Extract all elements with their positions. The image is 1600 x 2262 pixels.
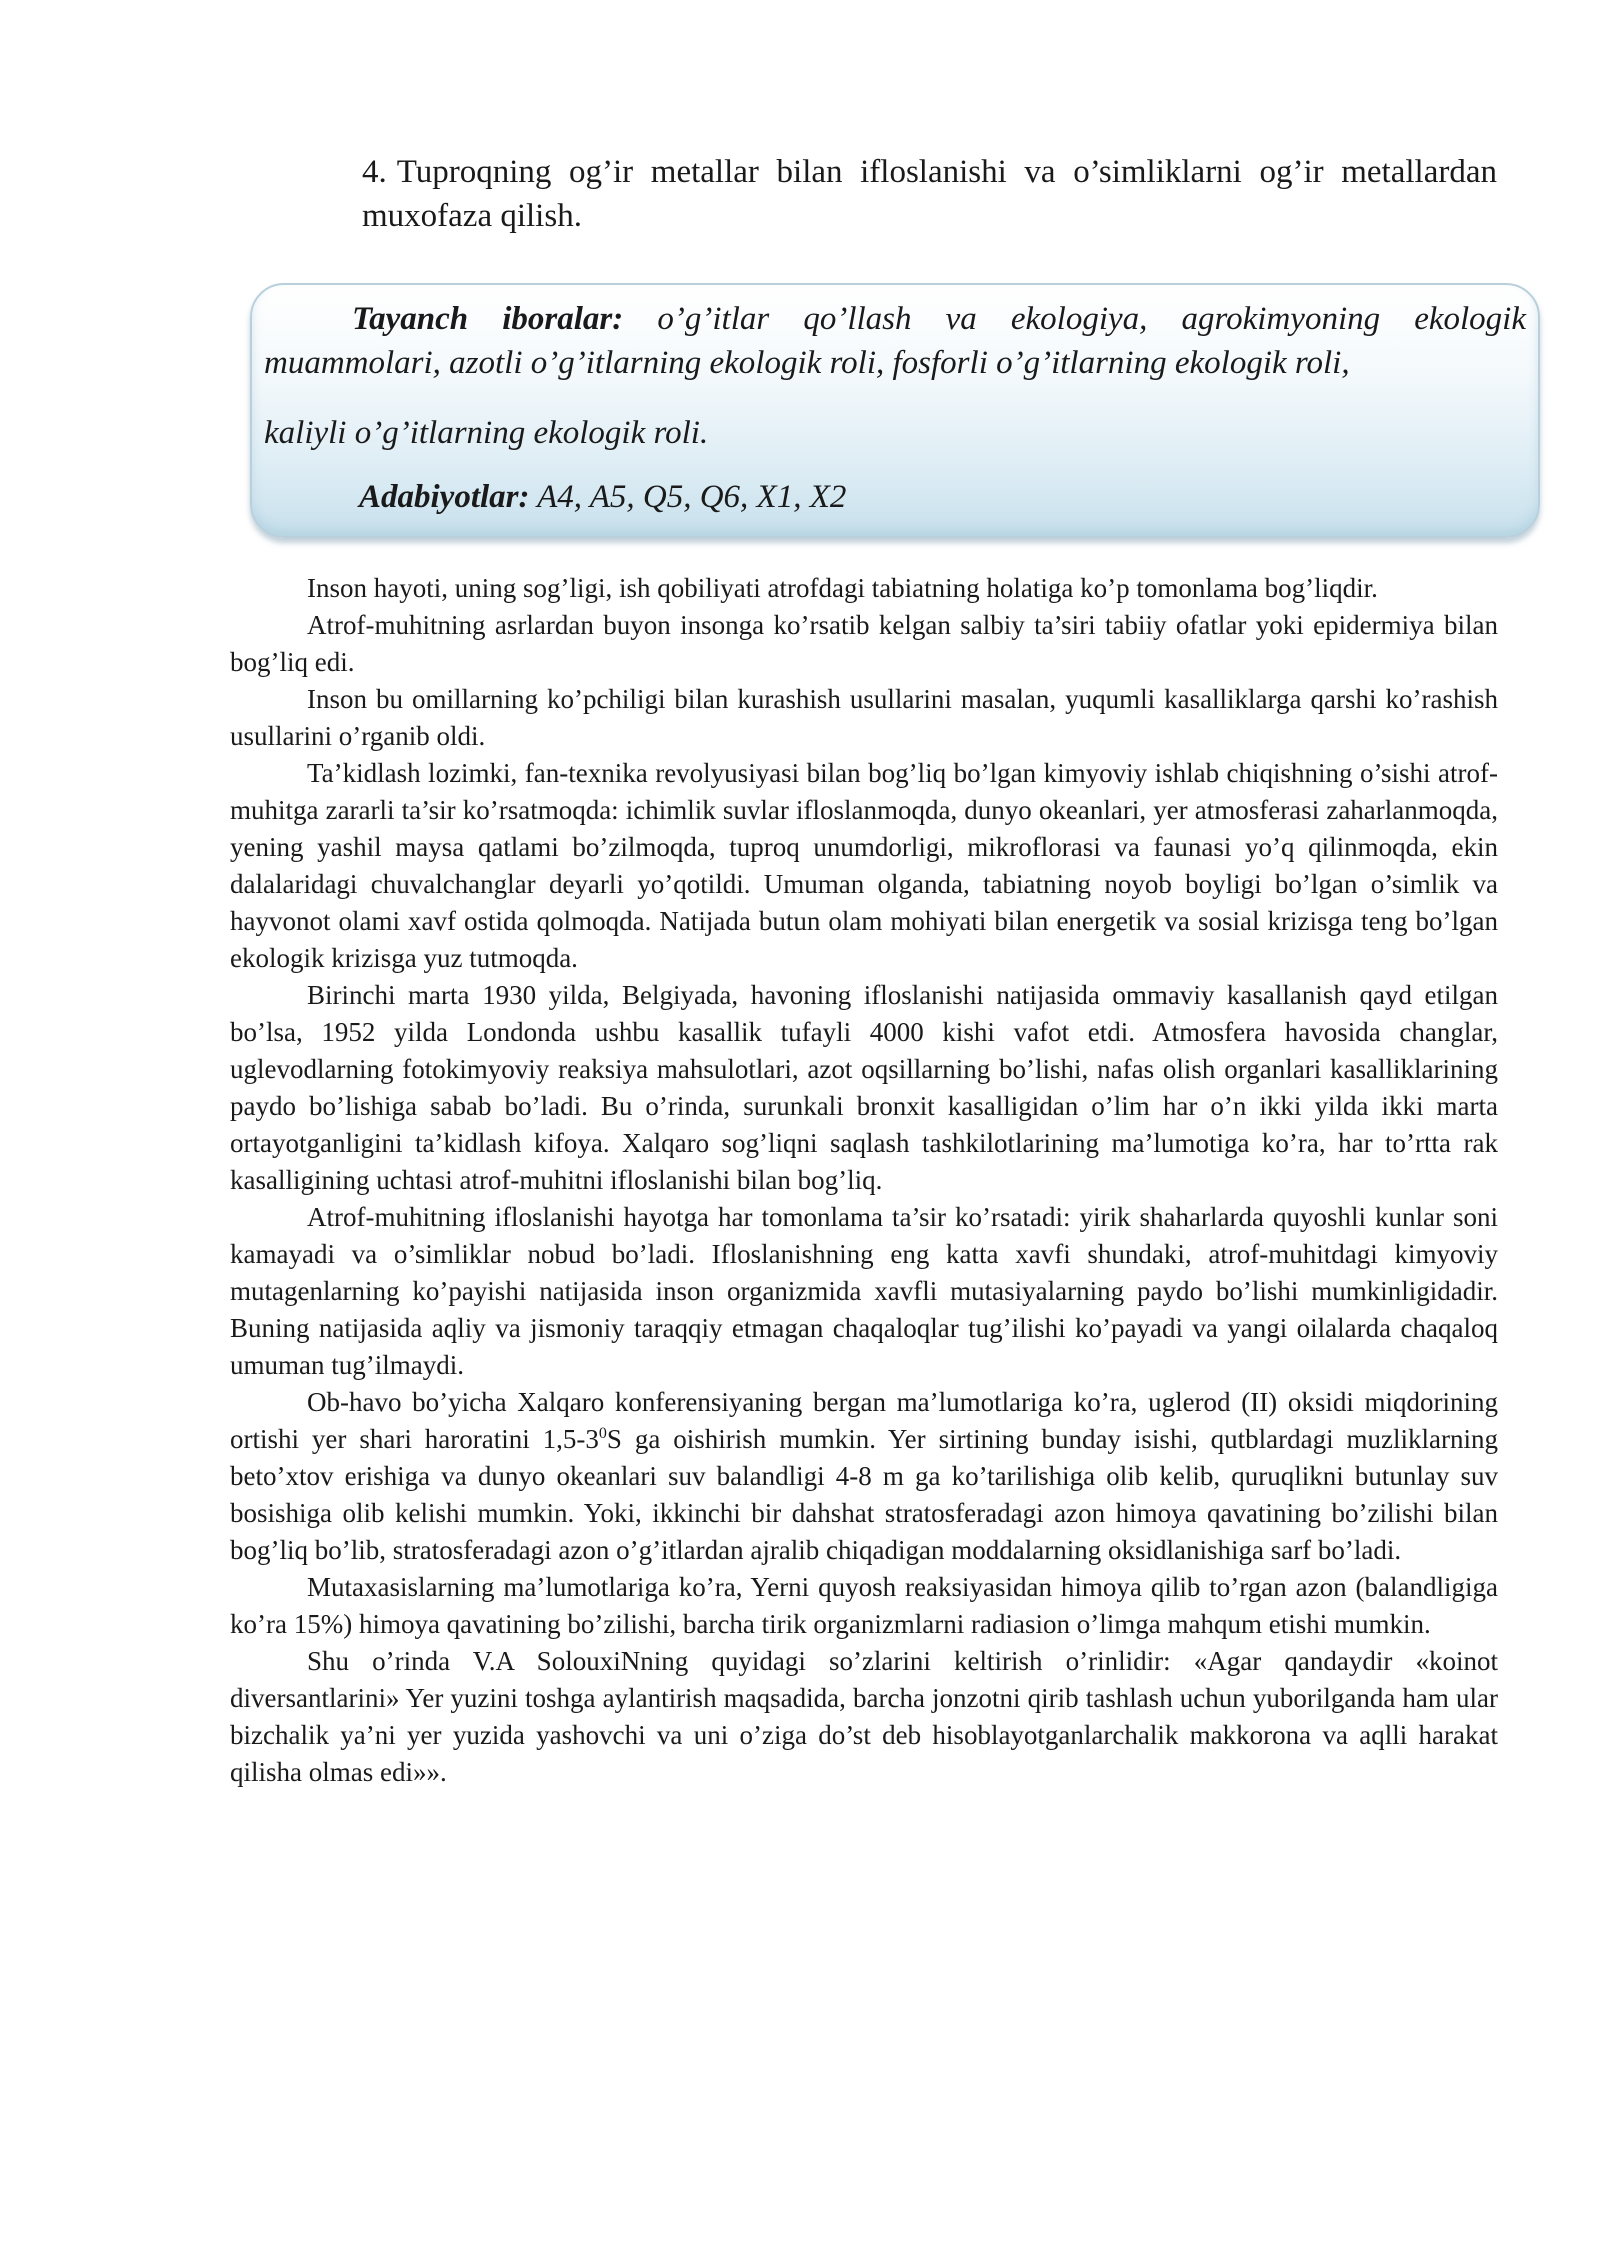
body-text: [230, 570, 1498, 1791]
heading-number: 4.: [362, 154, 387, 190]
key-terms-box: [250, 283, 1540, 538]
paragraph-4: Ta’kidlash lozimki, fan-texnika revolyusiyasi bilan bog’liq bo’lgan kimyoviy ishlab chiqishning o’sishi atrof-muhitga zararli ta’sir ko’rsatmoqda: ichimlik suvlar ifloslanmoqda, dunyo okeanlari, yer atmosferasi zaharlanmoqda, yening yashil maysa qatlami bo’zilmoqda, tuproq unumdorligi, mikroflorasi va faunasi yo’q qilinmoqda, ekin dalalaridagi chuvalchanglar deyarli yo’qotildi. Umuman olganda, tabiatning noyob boyligi bo’lgan o’simlik va hayvonot olami xavf ostida qolmoqda. Natijada butun olam mohiyati bilan energetik va sosial krizisga teng bo’lgan ekologik krizisga yuz tutmoqda.: [230, 758, 1498, 973]
heading-text: Tuproqning og’ir metallar bilan ifloslanishi va o’simliklarni og’ir metallardan muxofaza qilish.: [362, 154, 1497, 234]
key-terms-text-end: kaliyli o’g’itlarning ekologik roli.: [264, 415, 709, 451]
paragraph-6: Atrof-muhitning ifloslanishi hayotga har tomonlama ta’sir ko’rsatadi: yirik shaharlarda quyoshli kunlar soni kamayadi va o’simliklar nobud bo’ladi. Ifloslanishning eng katta xavfi shundaki, atrof-muhitdagi kimyoviy mutagenlarning ko’payishi natijasida inson organizmida xavfli mutasiyalarning paydo bo’lishi mumkinligidadir. Buning natijasida aqliy va jismoniy taraqqiy etmagan chaqaloqlar tug’ilishi ko’payadi va yangi oilalarda chaqaloq umuman tug’ilmaydi.: [230, 1202, 1498, 1380]
paragraph-2: Atrof-muhitning asrlardan buyon insonga ko’rsatib kelgan salbiy ta’siri tabiiy ofatlar yoki epidermiya bilan bog’liq edi.: [230, 610, 1498, 677]
literature-list: A4, A5, Q5, Q6, X1, X2: [529, 479, 847, 515]
section-heading: [362, 150, 1497, 238]
paragraph-1: Inson hayoti, uning sog’ligi, ish qobiliyati atrofdagi tabiatning holatiga ko’p tomonlama bog’liqdir.: [307, 573, 1378, 603]
paragraph-7-start: Ob-havo bo’yicha Xalqaro konferensiyaning bergan ma’lumotlariga ko’ra, uglerod (II) oksidi miqdorining ortishi yer shari haroratini 1,5-3: [230, 1387, 1498, 1454]
paragraph-7-end: S ga oishirish mumkin. Yer sirtining bunday isishi, qutblardagi muzliklarning beto’xtov erishiga va dunyo okeanlari suv balandligi 4-8 m ga ko’tarilishiga olib kelib, quruqlikni butunlay suv bosishiga olib kelishi mumkin. Yoki, ikkinchi bir dahshat stratosferadagi azon himoya qavatining bo’zilishi bilan bog’liq bo’lib, stratosferadagi azon o’g’itlardan ajralib chiqadigan moddalarning oksidlanishiga sarf bo’ladi.: [230, 1424, 1498, 1565]
key-terms-label: Tayanch iboralar:: [352, 301, 624, 337]
key-terms-paragraph: [264, 297, 1526, 455]
literature-label: Adabiyotlar:: [359, 479, 530, 515]
paragraph-7: [230, 1384, 1498, 1569]
literature-line: [359, 475, 846, 519]
paragraph-8: Mutaxasislarning ma’lumotlariga ko’ra, Yerni quyosh reaksiyasidan himoya qilib to’rgan azon (balandligiga ko’ra 15%) himoya qavatining bo’zilishi, barcha tirik organizmlarni radiasion o’limga mahqum etishi mumkin.: [230, 1572, 1498, 1639]
degree-superscript: 0: [598, 1425, 607, 1442]
paragraph-3: Inson bu omillarning ko’pchiligi bilan kurashish usullarini masalan, yuqumli kasalliklarga qarshi ko’rashish usullarini o’rganib oldi.: [230, 684, 1498, 751]
paragraph-5: Birinchi marta 1930 yilda, Belgiyada, havoning ifloslanishi natijasida ommaviy kasallanish qayd etilgan bo’lsa, 1952 yilda Londonda ushbu kasallik tufayli 4000 kishi vafot etdi. Atmosfera havosida changlar, uglevodlarning fotokimyoviy reaksiya mahsulotlari, azot oqsillarning bo’lishi, nafas olish organlari kasalliklarining paydo bo’lishiga sabab bo’ladi. Bu o’rinda, surunkali bronxit kasalligidan o’lim har o’n ikki yilda ikki marta ortayotganligini ta’kidlash kifoya. Xalqaro sog’liqni saqlash tashkilotlarining ma’lumotiga ko’ra, har to’rtta rak kasalligining uchtasi atrof-muhitni ifloslanishi bilan bog’liq.: [230, 980, 1498, 1195]
paragraph-9: Shu o’rinda V.A SolouxiNning quyidagi so’zlarini keltirish o’rinlidir: «Agar qandaydir «koinot diversantlarini» Yer yuzini toshga aylantirish maqsadida, barcha jonzotni qirib tashlash uchun yuborilganda ham ular bizchalik ya’ni yer yuzida yashovchi va uni o’ziga do’st deb hisoblayotganlarchalik makkorona va aqlli harakat qilisha olmas edi»».: [230, 1646, 1498, 1787]
key-terms-text: o’g’itlar qo’llash va ekologiya, agrokimyoning ekologik muammolari, azotli o’g’itlarning ekologik roli, fosforli o’g’itlarning ekologik roli,: [264, 301, 1527, 381]
